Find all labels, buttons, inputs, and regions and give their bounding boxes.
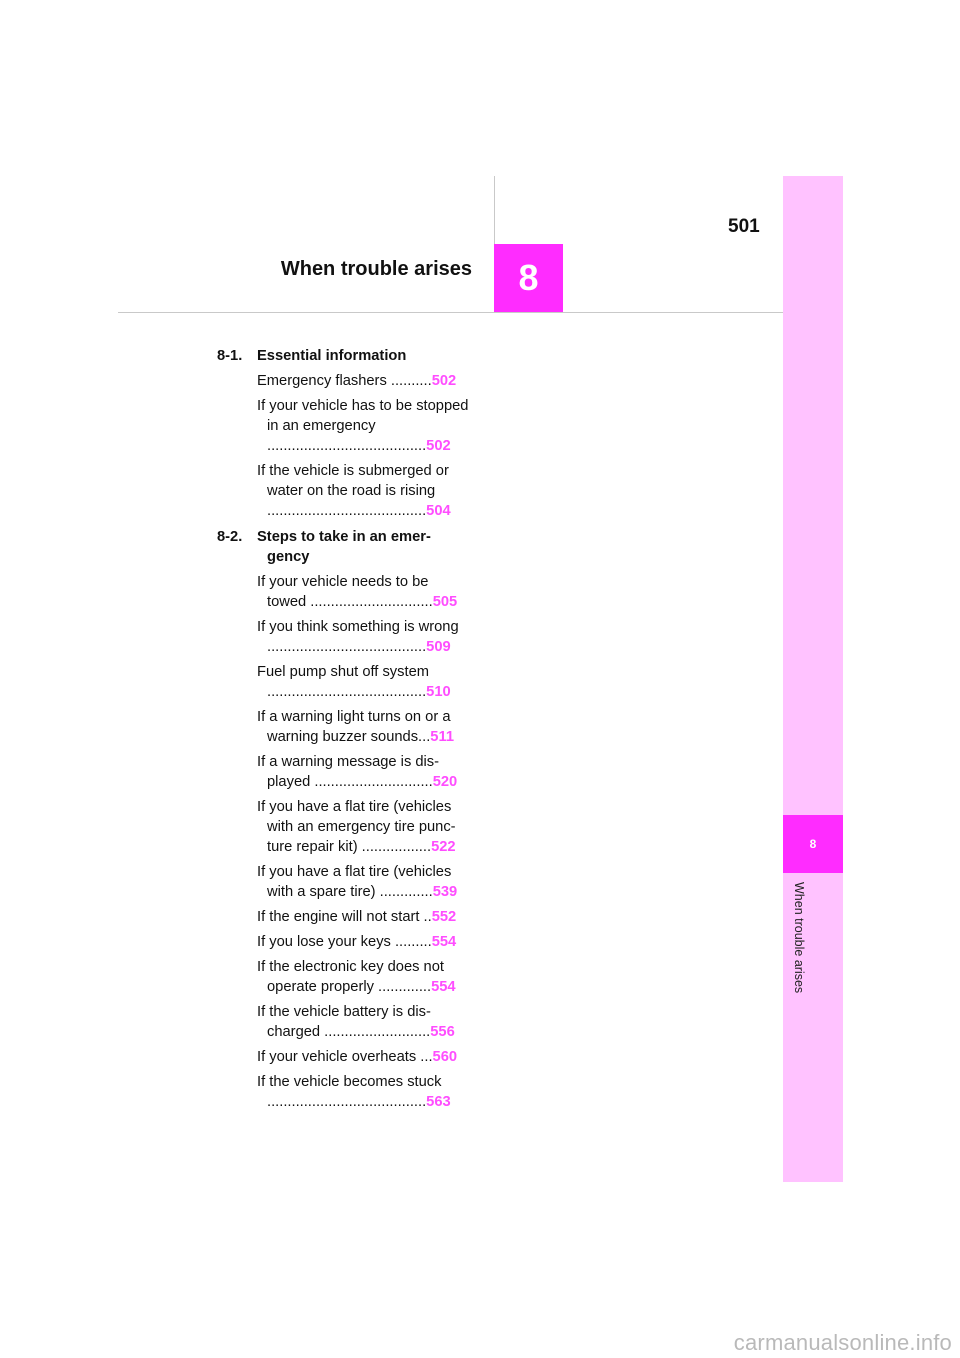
toc-entry-text: If your vehicle overheats ... [257, 1049, 433, 1065]
toc-entry-text: Fuel pump shut off system ....................................... [257, 664, 429, 700]
toc-entry-text: If your vehicle needs to be towed .............................. [257, 574, 433, 610]
side-tab-number: 8 [783, 815, 843, 873]
toc-page-link[interactable]: 520 [432, 774, 458, 790]
toc-page-link[interactable]: 502 [426, 438, 451, 454]
toc-entry-text: If a warning message is dis-played ............................. [257, 754, 440, 790]
table-of-contents [217, 346, 469, 1112]
toc-page-link[interactable]: 522 [431, 839, 456, 855]
toc-entry-text: If a warning light turns on or a warning buzzer sounds... [257, 709, 451, 745]
toc-entry[interactable] [257, 572, 469, 612]
toc-entry-text: If the engine will not start .. [257, 909, 432, 925]
toc-entry[interactable] [257, 932, 469, 952]
toc-entry-text: If you have a flat tire (vehicles with a spare tire) ............. [257, 864, 452, 900]
toc-page-link[interactable]: 509 [426, 639, 451, 655]
toc-entry[interactable] [257, 662, 469, 702]
toc-entry-text: Emergency flashers .......... [257, 373, 432, 389]
toc-entry-text: If you have a flat tire (vehicles with an emergency tire punc-ture repair kit) ................. [257, 799, 456, 855]
toc-page-link[interactable]: 556 [430, 1024, 455, 1040]
toc-page-link[interactable]: 511 [430, 729, 454, 745]
page-number: 501 [728, 216, 760, 237]
toc-entry[interactable] [257, 371, 469, 391]
toc-entry[interactable] [257, 957, 469, 997]
toc-entry-text: If the vehicle becomes stuck ....................................... [257, 1074, 442, 1110]
toc-entry[interactable] [257, 907, 469, 927]
section-number: 8-1. [217, 348, 243, 364]
toc-entry[interactable] [257, 752, 469, 792]
toc-section [217, 527, 469, 1112]
toc-page-link[interactable]: 539 [432, 884, 458, 900]
toc-entry-text: If you think something is wrong ....................................... [257, 619, 459, 655]
toc-page-link[interactable]: 502 [431, 373, 457, 389]
toc-entry[interactable] [257, 396, 469, 456]
section-title: Essential information [257, 348, 407, 364]
toc-entry[interactable] [257, 617, 469, 657]
toc-page-link[interactable]: 563 [426, 1094, 451, 1110]
toc-entry-text: If the electronic key does not operate properly ............. [257, 959, 444, 995]
toc-entry[interactable] [257, 862, 469, 902]
toc-page-link[interactable]: 504 [426, 503, 451, 519]
toc-entry[interactable] [257, 1002, 469, 1042]
chapter-title: When trouble arises [280, 258, 472, 280]
section-title: Steps to take in an emer-gency [257, 529, 431, 565]
watermark: carmanualsonline.info [733, 1330, 952, 1355]
toc-entry-text: If the vehicle is submerged or water on the road is rising ....................................... [257, 463, 449, 519]
toc-page-link[interactable]: 510 [426, 684, 451, 700]
side-tab-label: When trouble arises [792, 882, 806, 994]
toc-page-link[interactable]: 560 [432, 1049, 458, 1065]
toc-entry[interactable] [257, 461, 469, 521]
toc-section [217, 346, 469, 521]
toc-entry-text: If the vehicle battery is dis-charged .......................... [257, 1004, 431, 1040]
toc-entry-text: If your vehicle has to be stopped in an emergency ....................................... [257, 398, 469, 454]
toc-entry[interactable] [257, 1047, 469, 1067]
toc-entry[interactable] [257, 797, 469, 857]
toc-page-link[interactable]: 554 [431, 934, 457, 950]
toc-page-link[interactable]: 554 [431, 979, 456, 995]
toc-entry[interactable] [257, 1072, 469, 1112]
side-tab [783, 176, 843, 1182]
toc-entry-text: If you lose your keys ......... [257, 934, 432, 950]
header-horizontal-rule [118, 312, 783, 313]
section-number: 8-2. [217, 529, 243, 545]
chapter-number-box: 8 [494, 244, 563, 312]
toc-page-link[interactable]: 505 [432, 594, 458, 610]
toc-entry[interactable] [257, 707, 469, 747]
toc-page-link[interactable]: 552 [431, 909, 457, 925]
